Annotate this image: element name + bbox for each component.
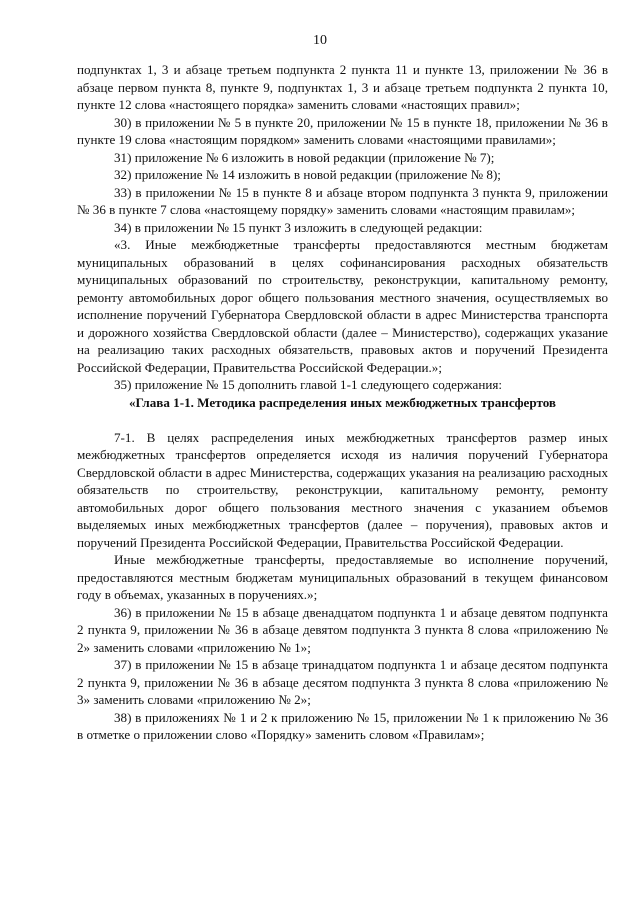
chapter-title: «Глава 1-1. Методика распределения иных межбюджетных трансфертов <box>129 394 556 410</box>
blank-line <box>77 411 608 429</box>
page-number: 10 <box>313 33 327 48</box>
paragraph-quoted-point-3: «3. Иные межбюджетные трансферты предоставляются местным бюджетам муниципальных образований в целях софинансирования расходных обязательств муниципальных образований по строительству, реконструкции, капитальному ремонту, ремонту автомобильных дорог общего пользования местного значения, осуществляемых во исполнение поручений Губернатора Свердловской области в адрес Министерства транспорта и дорожного хозяйства Свердловской области (далее – Министерство), содержащих указание на реализацию таких расходных обязательств, правовых актов и поручений Президента Российской Федерации, Правительства Российской Федерации.»; <box>77 237 608 375</box>
paragraph-item-33: 33) в приложении № 15 в пункте 8 и абзаце втором подпункта 3 пункта 9, приложении № 36 в пункте 7 слова «настоящему порядку» заменить словами «настоящим правилам»; <box>77 184 608 217</box>
paragraph-item-31: 31) приложение № 6 изложить в новой редакции (приложение № 7); <box>114 149 495 165</box>
paragraph-item-38: 38) в приложениях № 1 и 2 к приложению № 15, приложении № 1 к приложению № 36 в отметке о приложении слово «Порядку» заменить словом «Правилам»; <box>77 709 608 742</box>
paragraph-item-36: 36) в приложении № 15 в абзаце двенадцатом подпункта 1 и абзаце девятом подпункта 2 пункта 9, приложении № 36 в абзаце девятом подпункта 3 пункта 8 слова «приложению № 2» заменить словами «приложению № 1»; <box>77 604 608 655</box>
paragraph-item-37: 37) в приложении № 15 в абзаце тринадцатом подпункта 1 и абзаце десятом подпункта 2 пункта 9, приложении № 36 в абзаце десятом подпункта 3 пункта 8 слова «приложению № 3» заменить словами «приложению № 2»; <box>77 657 608 707</box>
paragraph-continuation: подпунктах 1, 3 и абзаце третьем подпункта 2 пункта 11 и пункте 13, приложении № 36 в абзаце первом пункта 8, пункте 9, подпунктах 1, 3 и абзаце третьем подпункта 2 пункта 10, пункте 12 слова «настоящего порядка» заменить словами «настоящих правил»; <box>77 62 608 112</box>
paragraph-point-7-1: 7-1. В целях распределения иных межбюджетных трансфертов размер иных межбюджетных трансфертов определяется исходя из наличия поручений Губернатора Свердловской области в адрес Министерства, содержащих указания на реализацию расходных обязательств по строительству, реконструкции, капитальному ремонту, ремонту автомобильных дорог общего пользования местного значения с указанием объемов выделяемых иных межбюджетных трансфертов (далее – поручения), правовых актов и поручений Президента Российской Федерации, Правительства Российской Федерации. <box>77 429 608 550</box>
document-body <box>77 61 608 744</box>
paragraph-item-34: 34) в приложении № 15 пункт 3 изложить в следующей редакции: <box>114 219 483 235</box>
paragraph-item-32: 32) приложение № 14 изложить в новой редакции (приложение № 8); <box>114 167 501 182</box>
paragraph-item-35: 35) приложение № 15 дополнить главой 1-1 следующего содержания: <box>114 377 503 392</box>
paragraph-item-30: 30) в приложении № 5 в пункте 20, приложении № 15 в пункте 18, приложении № 36 в пункте 19 слова «настоящим порядком» заменить словами «настоящими правилами»; <box>77 114 608 147</box>
paragraph-transfers: Иные межбюджетные трансферты, предоставляемые во исполнение поручений, предоставляются местным бюджетам муниципальных образований в текущем финансовом году в объемах, указанных в поручениях.»; <box>77 552 608 602</box>
